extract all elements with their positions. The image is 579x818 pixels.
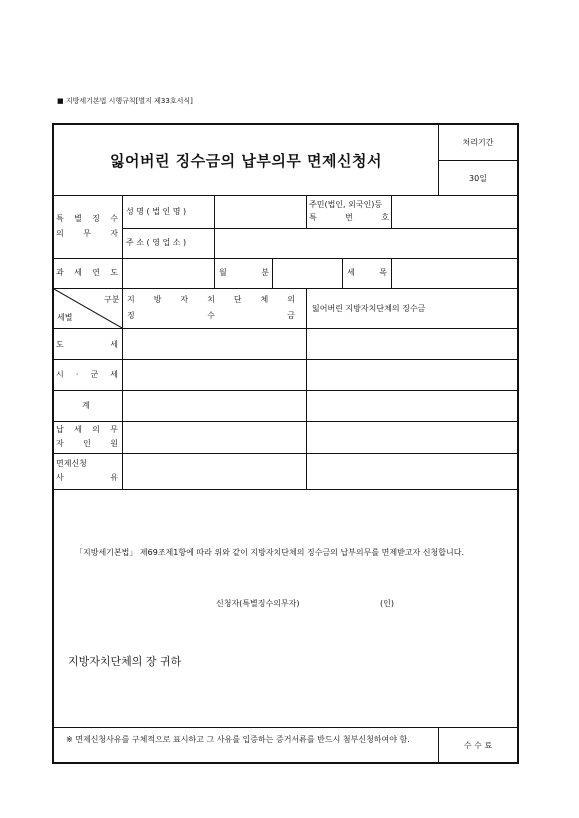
row-city-tax-collection[interactable] [123, 360, 306, 390]
tax-item-field[interactable] [392, 259, 517, 288]
address-field[interactable] [215, 229, 517, 258]
applicant-label: 신청자(특별징수의무자) [216, 599, 300, 608]
footer-note: ※ 면제신청사유를 구체적으로 표시하고 그 사유를 입증하는 증거서류를 반드시 첨부신청하여야 함. [66, 735, 410, 744]
month-label: 월 분 [219, 268, 269, 277]
tax-year-label: 과 세 연 도 [56, 268, 118, 277]
tax-item-label: 세 목 [347, 268, 387, 277]
id-label-line2: 특 번 호 [309, 213, 389, 222]
obligor-count-label-line1: 납 세 의 무 [56, 425, 118, 434]
taxpayer-label-line1: 특 별 징 수 [56, 214, 118, 223]
reason-label-line2: 사 유 [56, 473, 118, 482]
header-col1-line1: 지 방 자 치 단 체 의 [127, 295, 295, 304]
reason-field[interactable] [123, 454, 517, 489]
seal-mark: (인) [380, 599, 394, 608]
row-province-tax-lost[interactable] [307, 329, 517, 359]
id-number-field[interactable] [392, 196, 517, 228]
header-category-label: 구분 [104, 295, 120, 304]
row-province-tax-label: 도 세 [56, 340, 118, 349]
row-total-label: 계 [82, 401, 90, 410]
row-province-tax-collection[interactable] [123, 329, 306, 359]
reason-label-line1: 면제신청 [56, 459, 87, 468]
id-label-line1: 주민(법인, 외국인)등 [309, 200, 383, 209]
processing-period-value: 30일 [469, 173, 487, 183]
name-field[interactable] [215, 196, 306, 228]
row-city-tax-label: 시 · 군 세 [56, 370, 118, 379]
header-tax-type-label: 세별 [57, 313, 73, 322]
obligor-count-field[interactable] [123, 422, 517, 453]
recipient: 지방자치단체의 장 귀하 [68, 655, 182, 668]
fee-label: 수 수 료 [463, 740, 493, 750]
row-total-collection[interactable] [123, 391, 306, 421]
tax-year-field[interactable] [123, 259, 214, 288]
row-total-lost[interactable] [307, 391, 517, 421]
declaration-text: 「지방세기본법」 제69조제1항에 따라 위와 같이 지방자치단체의 징수금의 납부의무를 면제받고자 신청합니다. [75, 548, 464, 557]
header-col2: 잃어버린 지방자치단체의 징수금 [312, 304, 426, 313]
form-title: 잃어버린 징수금의 납부의무 면제신청서 [110, 151, 382, 170]
form-reference: ■ 지방세기본법 시행규칙[별지 제33호서식] [57, 97, 193, 105]
form-title-area [54, 125, 438, 195]
applicant-signature-field[interactable] [320, 594, 374, 610]
obligor-count-label-line2: 자 인 원 [56, 439, 118, 448]
taxpayer-label-line2: 의 무 자 [56, 229, 118, 238]
header-col1-line2: 징 수 금 [127, 311, 295, 320]
address-label: 주 소 ( 영 업 소 ) [126, 238, 187, 247]
month-field[interactable] [273, 259, 342, 288]
processing-period-label: 처리기간 [462, 138, 494, 147]
row-city-tax-lost[interactable] [307, 360, 517, 390]
name-label: 성 명 ( 법 인 명 ) [126, 207, 187, 216]
